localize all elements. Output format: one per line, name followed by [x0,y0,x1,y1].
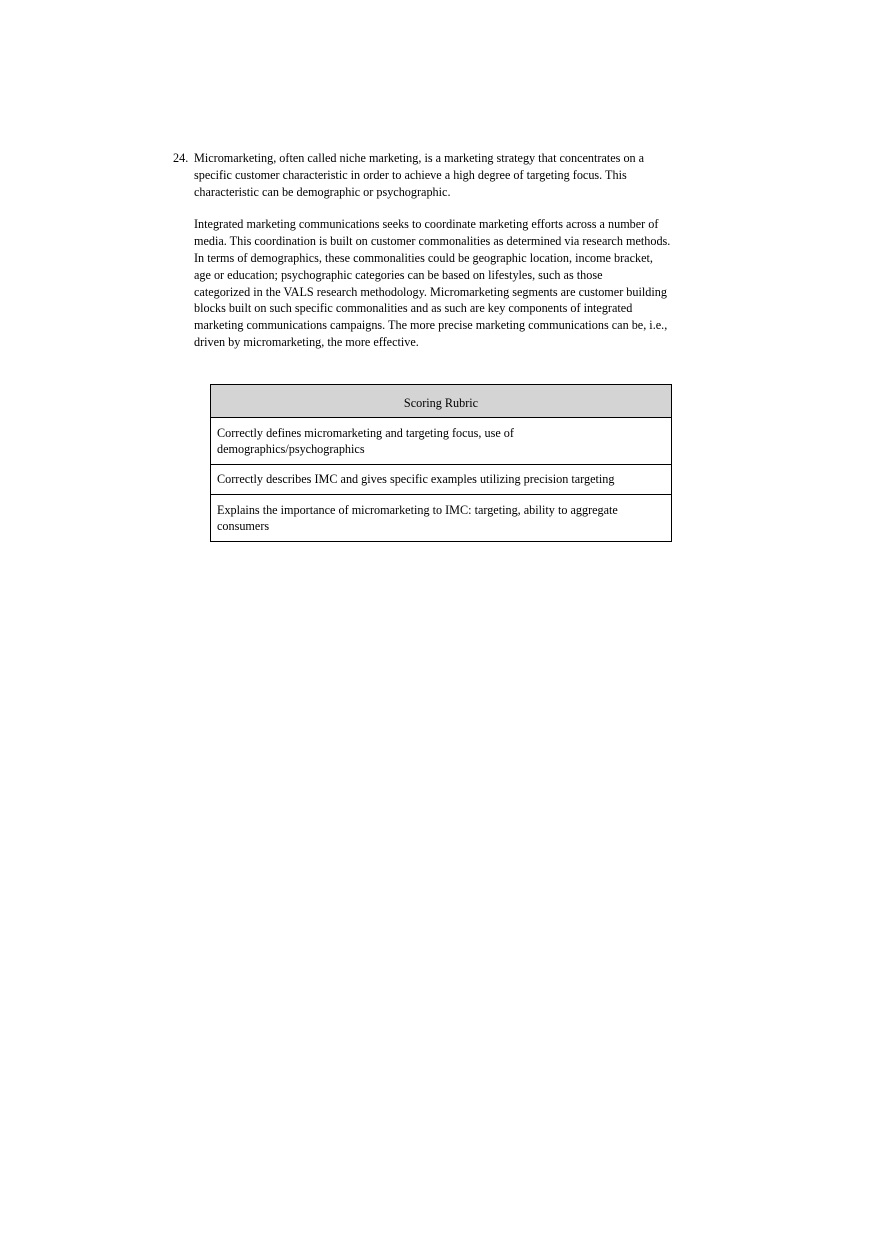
rubric-header: Scoring Rubric [211,385,672,418]
question-24 [173,150,693,351]
question-paragraph-1: Micromarketing, often called niche marketing, is a marketing strategy that concentrates on a specific customer characteristic in order to achieve a high degree of targeting focus. This characteristic can be demographic or psychographic. [194,151,645,199]
rubric-criterion-3: Explains the importance of micromarketing to IMC: targeting, ability to aggregate consumers [211,495,672,542]
rubric-row [211,495,672,542]
rubric-row [211,418,672,465]
question-number: 24. [173,151,189,165]
rubric-criterion-2: Correctly describes IMC and gives specific examples utilizing precision targeting [211,465,672,495]
rubric-criterion-1: Correctly defines micromarketing and targeting focus, use of demographics/psychographics [211,418,672,465]
rubric-row [211,465,672,495]
question-first-paragraph [173,150,693,200]
rubric-header-row [211,385,672,418]
scoring-rubric-table [210,384,672,542]
question-paragraph-2: Integrated marketing communications seeks to coordinate marketing efforts across a number of media. This coordination is built on customer commonalities as determined via research methods. In terms of demographics, these commonalities could be geographic location, income bracket, age or education; psychographic categories can be based on lifestyles, such as those categorized in the VALS research methodology. Micromarketing segments are customer building blocks built on such specific commonalities and as such are key components of integrated marketing communications campaigns. The more precise marketing communications can be, i.e., driven by micromarketing, the more effective. [194,217,671,349]
